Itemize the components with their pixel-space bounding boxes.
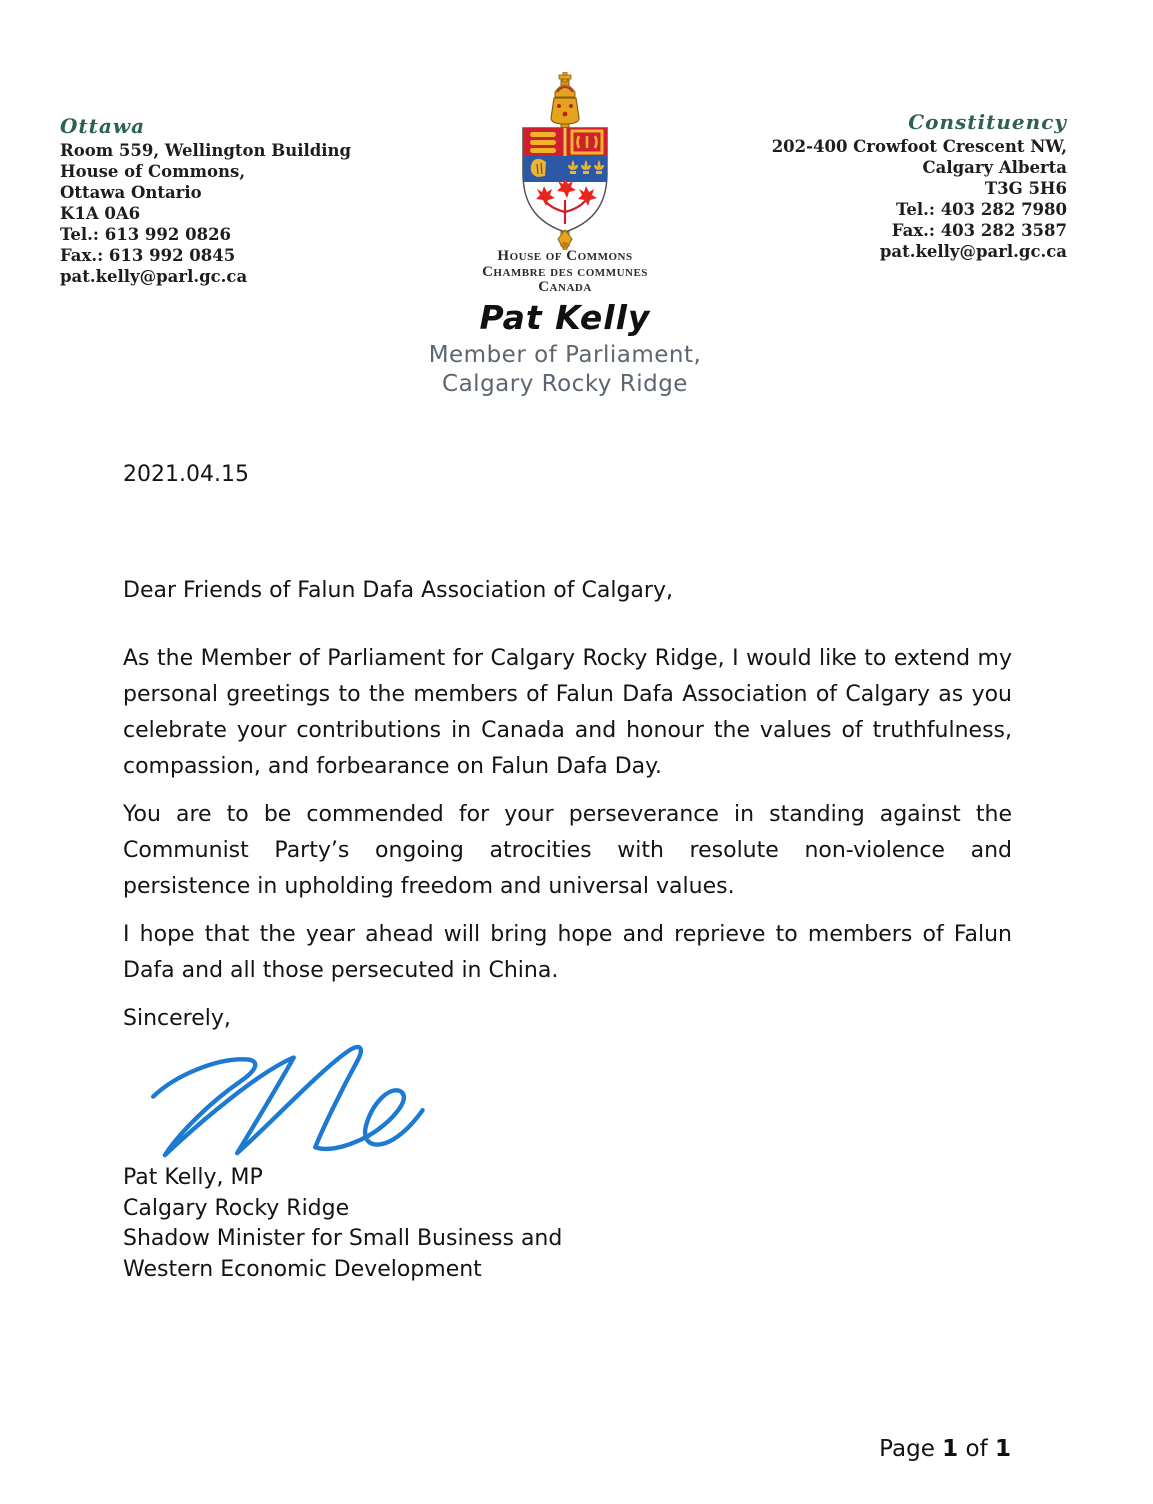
signature-block: [123, 1163, 562, 1285]
signature-name: Pat Kelly, MP: [123, 1165, 263, 1190]
address-line: K1A 0A6: [60, 204, 141, 223]
handwritten-signature-icon: [138, 1038, 428, 1160]
crest-caption-line: House of Commons: [497, 248, 633, 264]
address-line: 202-400 Crowfoot Crescent NW,: [771, 137, 1067, 156]
address-line: Calgary Alberta: [922, 158, 1067, 177]
mp-title-line: Calgary Rocky Ridge: [442, 371, 688, 397]
phone-line: Tel.: 403 282 7980: [895, 200, 1067, 219]
mp-title-line: Member of Parliament,: [428, 342, 702, 368]
paragraph: You are to be commended for your perseverance in standing against the Communist Party’s ongoing atrocities with resolute non-violence and persistence in upholding freedom and universal values.: [123, 802, 1012, 899]
letter-date: 2021.04.15: [123, 462, 249, 487]
page-label: Page: [879, 1436, 935, 1462]
paragraph: As the Member of Parliament for Calgary Rocky Ridge, I would like to extend my personal greetings to the members of Falun Dafa Association of Calgary as you celebrate your contributions in Canada and honour the values of truthfulness, compassion, and forbearance on Falun Dafa Day.: [123, 646, 1012, 779]
crest-caption: [415, 249, 715, 296]
email-line: pat.kelly@parl.gc.ca: [879, 242, 1067, 261]
fax-line: Fax.: 613 992 0845: [60, 246, 236, 265]
signature-role-line: Western Economic Development: [123, 1256, 482, 1282]
mp-name: Pat Kelly: [479, 298, 651, 337]
page-total: 1: [994, 1436, 1011, 1462]
closing: Sincerely,: [123, 1006, 231, 1031]
house-of-commons-crest-icon: [513, 72, 617, 250]
ottawa-address-block: [60, 116, 360, 287]
constituency-script-title: Constituency: [908, 110, 1067, 134]
of-label: of: [965, 1436, 988, 1462]
address-line: Ottawa Ontario: [60, 183, 202, 202]
salutation: Dear Friends of Falun Dafa Association of Calgary,: [123, 578, 673, 603]
mp-title: [315, 341, 815, 399]
letter-body: [123, 573, 1012, 1037]
crest-caption-line: Canada: [538, 279, 592, 295]
fax-line: Fax.: 403 282 3587: [891, 221, 1067, 240]
signature-riding: Calgary Rocky Ridge: [123, 1195, 350, 1221]
paragraph: I hope that the year ahead will bring hope and reprieve to members of Falun Dafa and all those persecuted in China.: [123, 922, 1012, 983]
address-line: T3G 5H6: [984, 179, 1067, 198]
phone-line: Tel.: 613 992 0826: [60, 225, 232, 244]
crest-caption-line: Chambre des communes: [482, 263, 648, 280]
page-current: 1: [942, 1436, 959, 1462]
signature-role-line: Shadow Minister for Small Business and: [123, 1226, 563, 1251]
ottawa-script-title: Ottawa: [60, 114, 146, 138]
email-line: pat.kelly@parl.gc.ca: [60, 267, 248, 286]
page-number: [879, 1436, 1011, 1462]
address-line: Room 559, Wellington Building: [60, 141, 352, 160]
address-line: House of Commons,: [60, 162, 246, 181]
constituency-address-block: [747, 112, 1067, 262]
